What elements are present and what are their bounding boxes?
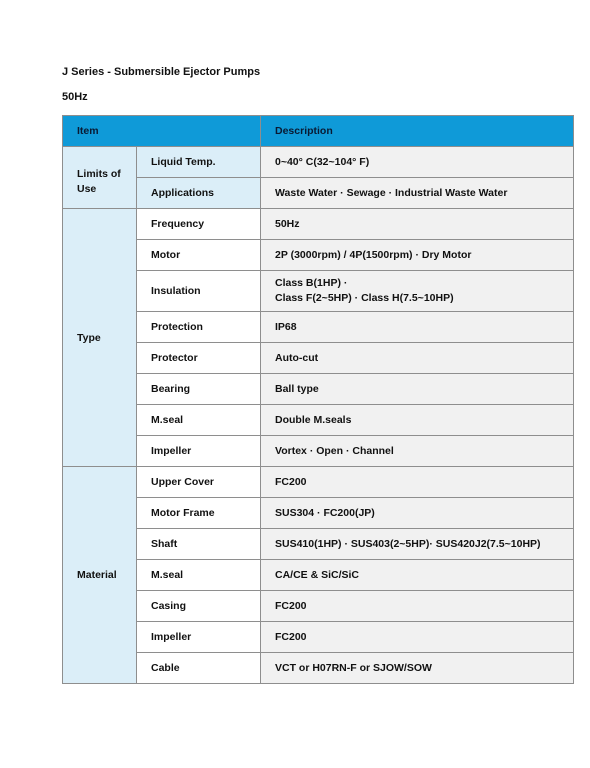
row-item: Liquid Temp. [137,147,261,178]
row-description: Double M.seals [261,405,574,436]
table-row [63,209,574,240]
row-item: Impeller [137,436,261,467]
table-row [63,405,574,436]
row-description: 0~40° C(32~104° F) [261,147,574,178]
header-item: Item [63,116,261,147]
table-row [63,560,574,591]
table-row [63,436,574,467]
table-row [63,147,574,178]
row-description: FC200 [261,591,574,622]
row-item: Protector [137,343,261,374]
row-description: VCT or H07RN-F or SJOW/SOW [261,653,574,684]
description-line: Class B(1HP) · [275,277,348,289]
table-row [63,591,574,622]
row-description: 50Hz [261,209,574,240]
table-row [63,498,574,529]
description-line: Class F(2~5HP) · Class H(7.5~10HP) [275,292,454,304]
table-row [63,622,574,653]
group-label-type: Type [63,209,137,467]
table-row [63,653,574,684]
row-item: Impeller [137,622,261,653]
table-row [63,271,574,312]
group-label-material: Material [63,467,137,684]
row-description: FC200 [261,467,574,498]
row-description: Vortex · Open · Channel [261,436,574,467]
row-item: Bearing [137,374,261,405]
table-row [63,343,574,374]
row-item: Protection [137,312,261,343]
row-description: FC200 [261,622,574,653]
row-description: IP68 [261,312,574,343]
row-item: Frequency [137,209,261,240]
table-row [63,240,574,271]
row-description: CA/CE & SiC/SiC [261,560,574,591]
row-item: Shaft [137,529,261,560]
row-item: Applications [137,178,261,209]
group-label-limits: Limits of Use [63,147,137,209]
row-item: Upper Cover [137,467,261,498]
document-title: J Series - Submersible Ejector Pumps [62,66,261,78]
row-description: SUS410(1HP) · SUS403(2~5HP)· SUS420J2(7.5~10HP) [261,529,574,560]
row-item: Motor [137,240,261,271]
table-row [63,529,574,560]
header-description: Description [261,116,574,147]
row-description [261,271,574,312]
limits-group [63,147,574,209]
material-group [63,467,574,684]
table-header-row [63,116,574,147]
spec-table [62,115,574,684]
row-description: SUS304 · FC200(JP) [261,498,574,529]
row-item: Casing [137,591,261,622]
type-group [63,209,574,467]
row-description: Ball type [261,374,574,405]
row-item: Motor Frame [137,498,261,529]
table-row [63,178,574,209]
row-item: Insulation [137,271,261,312]
frequency-heading: 50Hz [62,91,88,103]
table-row [63,374,574,405]
table-row [63,312,574,343]
row-description: Auto-cut [261,343,574,374]
row-item: Cable [137,653,261,684]
table-row [63,467,574,498]
row-description: Waste Water · Sewage · Industrial Waste Water [261,178,574,209]
row-description: 2P (3000rpm) / 4P(1500rpm) · Dry Motor [261,240,574,271]
row-item: M.seal [137,405,261,436]
row-item: M.seal [137,560,261,591]
